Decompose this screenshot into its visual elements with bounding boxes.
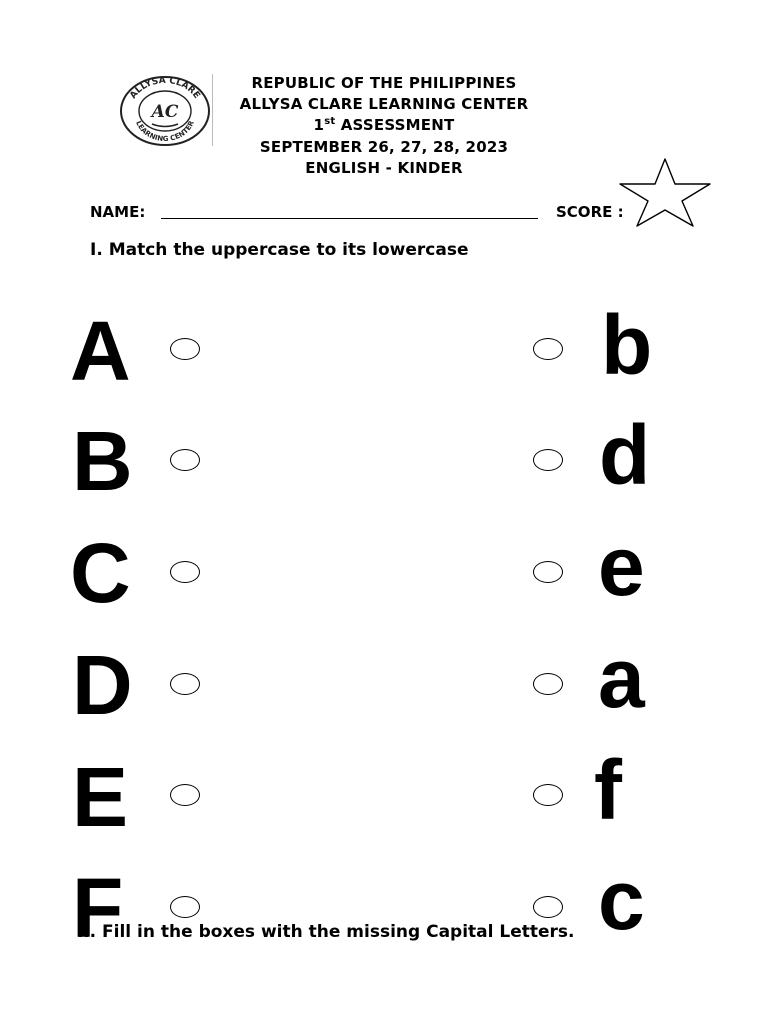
logo-monogram: AC (151, 102, 179, 122)
star-icon (617, 157, 713, 229)
match-dot-right[interactable] (533, 449, 563, 471)
match-dot-right[interactable] (533, 673, 563, 695)
lowercase-letter: c (598, 853, 645, 947)
lowercase-letter: e (598, 519, 645, 613)
match-dot-left[interactable] (170, 561, 200, 583)
name-field[interactable] (161, 218, 538, 219)
header-assessment (190, 116, 578, 134)
header-school: ALLYSA CLARE LEARNING CENTER (239, 95, 529, 113)
assessment-number: 1 (313, 116, 325, 134)
header-dates: SEPTEMBER 26, 27, 28, 2023 (259, 138, 509, 156)
match-dot-left[interactable] (170, 784, 200, 806)
score-label: SCORE : (556, 203, 624, 221)
header-country: REPUBLIC OF THE PHILIPPINES (251, 74, 517, 92)
uppercase-letter: F (72, 861, 124, 955)
assessment-label: ASSESSMENT (335, 116, 455, 134)
uppercase-letter: C (70, 526, 131, 620)
uppercase-letter: A (70, 304, 131, 398)
match-dot-right[interactable] (533, 338, 563, 360)
lowercase-letter: b (601, 298, 653, 392)
match-dot-right[interactable] (533, 561, 563, 583)
match-dot-right[interactable] (533, 784, 563, 806)
section1-title: I. Match the uppercase to its lowercase (90, 240, 469, 260)
lowercase-letter: a (598, 631, 645, 725)
match-dot-left[interactable] (170, 449, 200, 471)
logo-text-bottom: LEARNING CENTER (134, 119, 196, 144)
match-dot-left[interactable] (170, 338, 200, 360)
section2-title: II. Fill in the boxes with the missing Capital Letters. (77, 922, 575, 942)
name-label: NAME: (90, 203, 146, 221)
lowercase-letter: d (599, 408, 651, 502)
header-subject: ENGLISH - KINDER (305, 159, 463, 177)
assessment-ordinal: st (324, 116, 336, 127)
logo-text-top: ALLYSA CLARE (128, 75, 202, 101)
match-dot-left[interactable] (170, 673, 200, 695)
uppercase-letter: D (72, 638, 133, 732)
uppercase-letter: E (72, 750, 129, 844)
lowercase-letter: f (594, 743, 622, 837)
uppercase-letter: B (72, 414, 133, 508)
match-dot-right[interactable] (533, 896, 563, 918)
match-dot-left[interactable] (170, 896, 200, 918)
